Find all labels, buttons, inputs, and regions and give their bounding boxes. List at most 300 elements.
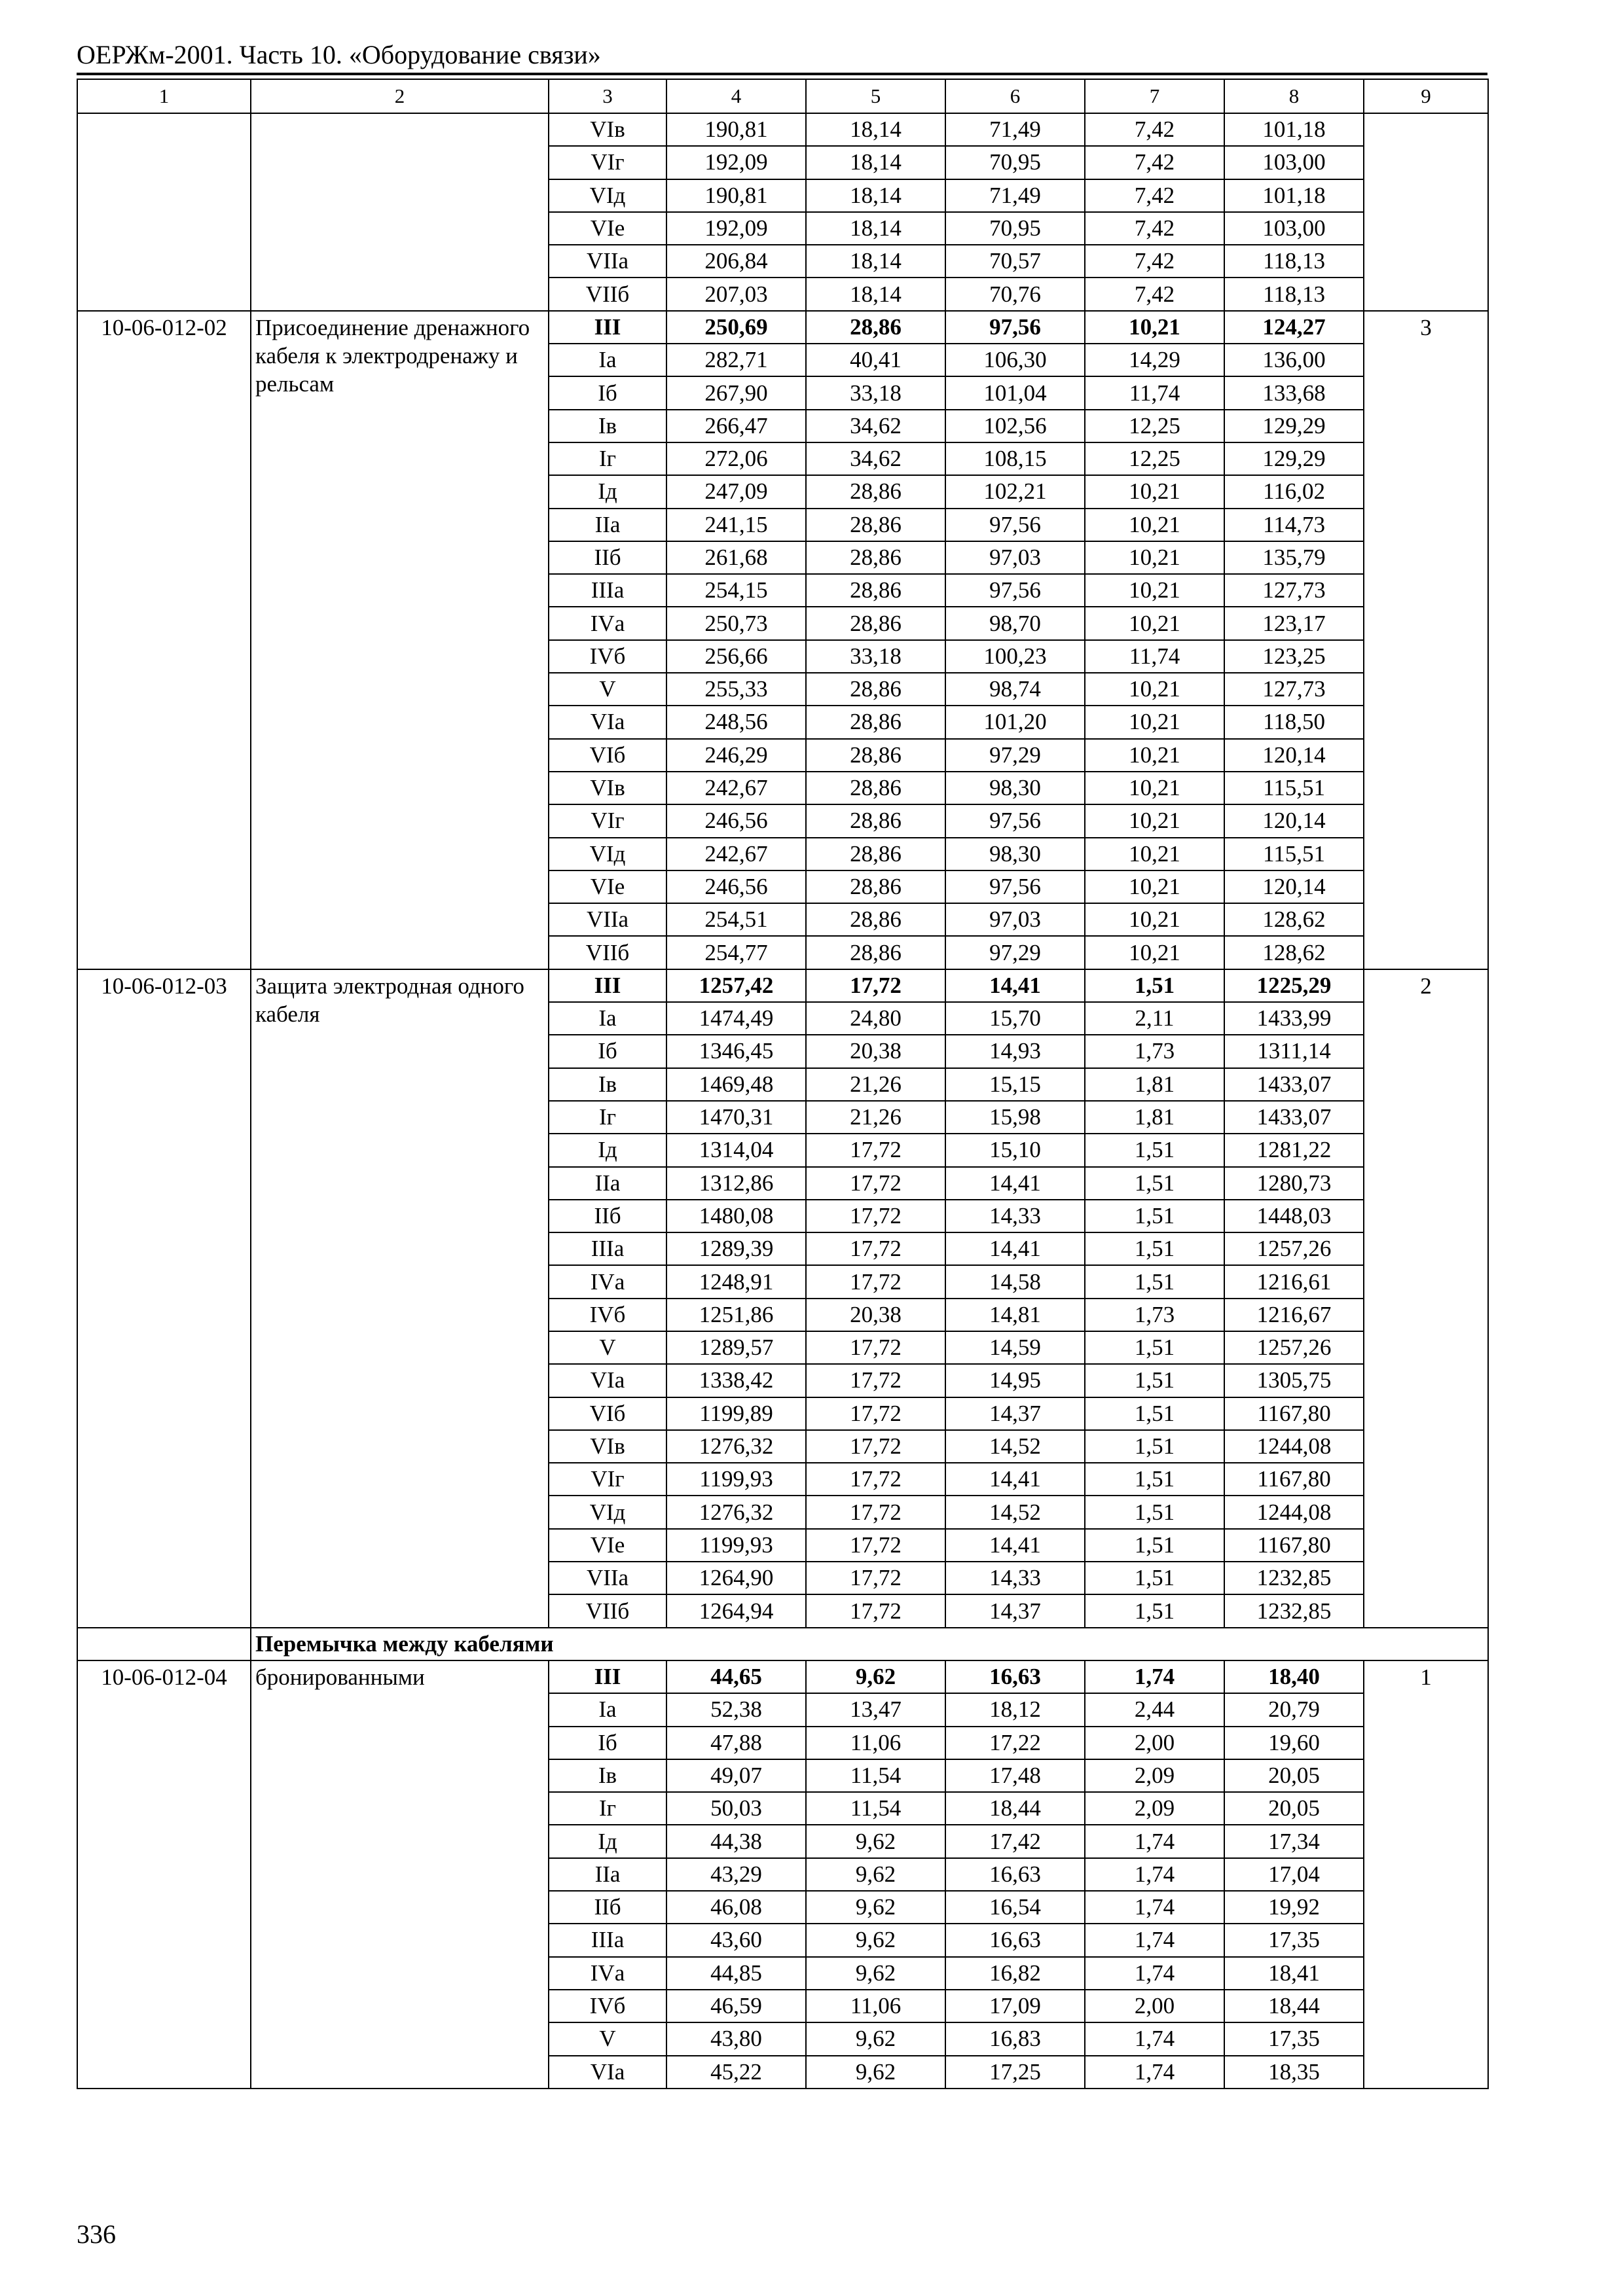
operator-wage-cell: 14,29 xyxy=(1085,344,1224,376)
operator-wage-cell: 1,51 xyxy=(1085,1529,1224,1562)
materials-cost-cell: 129,29 xyxy=(1224,410,1364,442)
labor-cost-cell: 18,14 xyxy=(806,245,945,278)
machine-cost-cell: 98,74 xyxy=(945,673,1085,706)
region-cell: Iб xyxy=(549,1035,666,1067)
labor-cost-cell: 9,62 xyxy=(806,2022,945,2055)
materials-cost-cell: 120,14 xyxy=(1224,804,1364,837)
materials-cost-cell: 1167,80 xyxy=(1224,1463,1364,1496)
materials-cost-cell: 19,92 xyxy=(1224,1891,1364,1924)
code-cell: 10-06-012-02 xyxy=(77,311,251,969)
region-cell: IIб xyxy=(549,1200,666,1232)
operator-wage-cell: 10,21 xyxy=(1085,706,1224,738)
total-cost-cell: 1276,32 xyxy=(666,1496,806,1528)
machine-cost-cell: 17,09 xyxy=(945,1990,1085,2022)
col9-cell: 1 xyxy=(1364,1660,1488,2089)
region-cell: III xyxy=(549,969,666,1002)
total-cost-cell: 1289,57 xyxy=(666,1331,806,1364)
region-cell: VIIа xyxy=(549,245,666,278)
region-cell: IVа xyxy=(549,1957,666,1990)
region-cell: VIв xyxy=(549,1430,666,1463)
labor-cost-cell: 28,86 xyxy=(806,311,945,344)
labor-cost-cell: 17,72 xyxy=(806,1167,945,1200)
region-cell: IVб xyxy=(549,1990,666,2022)
labor-cost-cell: 17,72 xyxy=(806,1496,945,1528)
region-cell: VIв xyxy=(549,772,666,804)
machine-cost-cell: 16,83 xyxy=(945,2022,1085,2055)
col9-cell: 3 xyxy=(1364,311,1488,969)
operator-wage-cell: 1,81 xyxy=(1085,1068,1224,1101)
total-cost-cell: 43,80 xyxy=(666,2022,806,2055)
labor-cost-cell: 28,86 xyxy=(806,739,945,772)
labor-cost-cell: 11,54 xyxy=(806,1759,945,1792)
column-number-cell: 4 xyxy=(666,79,806,113)
operator-wage-cell: 10,21 xyxy=(1085,607,1224,639)
region-cell: V xyxy=(549,1331,666,1364)
materials-cost-cell: 1433,07 xyxy=(1224,1101,1364,1134)
labor-cost-cell: 17,72 xyxy=(806,1397,945,1430)
region-cell: IVа xyxy=(549,1265,666,1298)
operator-wage-cell: 11,74 xyxy=(1085,640,1224,673)
materials-cost-cell: 103,00 xyxy=(1224,212,1364,245)
table-row xyxy=(77,1660,1488,1693)
operator-wage-cell: 10,21 xyxy=(1085,903,1224,936)
machine-cost-cell: 101,20 xyxy=(945,706,1085,738)
machine-cost-cell: 14,81 xyxy=(945,1299,1085,1331)
operator-wage-cell: 1,51 xyxy=(1085,1167,1224,1200)
total-cost-cell: 50,03 xyxy=(666,1792,806,1825)
materials-cost-cell: 115,51 xyxy=(1224,772,1364,804)
materials-cost-cell: 1216,61 xyxy=(1224,1265,1364,1298)
region-cell: IIб xyxy=(549,541,666,574)
operator-wage-cell: 10,21 xyxy=(1085,838,1224,870)
materials-cost-cell: 1232,85 xyxy=(1224,1562,1364,1594)
machine-cost-cell: 14,59 xyxy=(945,1331,1085,1364)
labor-cost-cell: 21,26 xyxy=(806,1101,945,1134)
table-row xyxy=(77,969,1488,1002)
operator-wage-cell: 10,21 xyxy=(1085,739,1224,772)
labor-cost-cell: 9,62 xyxy=(806,1957,945,1990)
region-cell: IIб xyxy=(549,1891,666,1924)
labor-cost-cell: 17,72 xyxy=(806,1430,945,1463)
labor-cost-cell: 18,14 xyxy=(806,146,945,179)
region-cell: Iв xyxy=(549,1068,666,1101)
machine-cost-cell: 18,12 xyxy=(945,1693,1085,1726)
region-cell: Iа xyxy=(549,1693,666,1726)
region-cell: VIв xyxy=(549,113,666,146)
labor-cost-cell: 18,14 xyxy=(806,278,945,310)
region-cell: III xyxy=(549,311,666,344)
operator-wage-cell: 1,51 xyxy=(1085,1430,1224,1463)
total-cost-cell: 46,08 xyxy=(666,1891,806,1924)
materials-cost-cell: 120,14 xyxy=(1224,739,1364,772)
region-cell: VIб xyxy=(549,1397,666,1430)
materials-cost-cell: 118,13 xyxy=(1224,245,1364,278)
machine-cost-cell: 97,29 xyxy=(945,936,1085,969)
total-cost-cell: 254,77 xyxy=(666,936,806,969)
machine-cost-cell: 70,95 xyxy=(945,212,1085,245)
operator-wage-cell: 12,25 xyxy=(1085,410,1224,442)
total-cost-cell: 1346,45 xyxy=(666,1035,806,1067)
operator-wage-cell: 1,51 xyxy=(1085,1134,1224,1166)
region-cell: V xyxy=(549,2022,666,2055)
total-cost-cell: 1480,08 xyxy=(666,1200,806,1232)
machine-cost-cell: 14,58 xyxy=(945,1265,1085,1298)
region-cell: IIIа xyxy=(549,574,666,607)
machine-cost-cell: 16,63 xyxy=(945,1858,1085,1891)
region-cell: IIIа xyxy=(549,1232,666,1265)
machine-cost-cell: 70,95 xyxy=(945,146,1085,179)
column-number-cell: 3 xyxy=(549,79,666,113)
materials-cost-cell: 18,40 xyxy=(1224,1660,1364,1693)
section-heading-row xyxy=(77,1628,1488,1660)
machine-cost-cell: 15,10 xyxy=(945,1134,1085,1166)
machine-cost-cell: 14,41 xyxy=(945,1232,1085,1265)
machine-cost-cell: 16,63 xyxy=(945,1924,1085,1956)
labor-cost-cell: 28,86 xyxy=(806,804,945,837)
region-cell: VIа xyxy=(549,1364,666,1397)
operator-wage-cell: 1,74 xyxy=(1085,1957,1224,1990)
total-cost-cell: 206,84 xyxy=(666,245,806,278)
materials-cost-cell: 101,18 xyxy=(1224,113,1364,146)
total-cost-cell: 242,67 xyxy=(666,772,806,804)
total-cost-cell: 44,85 xyxy=(666,1957,806,1990)
total-cost-cell: 192,09 xyxy=(666,212,806,245)
labor-cost-cell: 34,62 xyxy=(806,442,945,475)
labor-cost-cell: 13,47 xyxy=(806,1693,945,1726)
region-cell: VIд xyxy=(549,838,666,870)
labor-cost-cell: 17,72 xyxy=(806,1562,945,1594)
machine-cost-cell: 97,56 xyxy=(945,574,1085,607)
total-cost-cell: 256,66 xyxy=(666,640,806,673)
code-cell: 10-06-012-04 xyxy=(77,1660,251,2089)
total-cost-cell: 47,88 xyxy=(666,1727,806,1759)
operator-wage-cell: 10,21 xyxy=(1085,311,1224,344)
labor-cost-cell: 28,86 xyxy=(806,475,945,508)
materials-cost-cell: 118,50 xyxy=(1224,706,1364,738)
region-cell: VIе xyxy=(549,1529,666,1562)
materials-cost-cell: 1167,80 xyxy=(1224,1397,1364,1430)
table-row xyxy=(77,113,1488,146)
materials-cost-cell: 1281,22 xyxy=(1224,1134,1364,1166)
labor-cost-cell: 17,72 xyxy=(806,1529,945,1562)
total-cost-cell: 1474,49 xyxy=(666,1002,806,1035)
column-number-row xyxy=(77,79,1488,113)
materials-cost-cell: 1257,26 xyxy=(1224,1232,1364,1265)
operator-wage-cell: 1,74 xyxy=(1085,2056,1224,2089)
total-cost-cell: 1469,48 xyxy=(666,1068,806,1101)
machine-cost-cell: 14,37 xyxy=(945,1397,1085,1430)
materials-cost-cell: 1448,03 xyxy=(1224,1200,1364,1232)
labor-cost-cell: 17,72 xyxy=(806,1331,945,1364)
header-rule xyxy=(77,73,1487,75)
labor-cost-cell: 9,62 xyxy=(806,1660,945,1693)
operator-wage-cell: 2,11 xyxy=(1085,1002,1224,1035)
materials-cost-cell: 1216,67 xyxy=(1224,1299,1364,1331)
region-cell: IIа xyxy=(549,509,666,541)
materials-cost-cell: 18,35 xyxy=(1224,2056,1364,2089)
labor-cost-cell: 9,62 xyxy=(806,1858,945,1891)
page-number: 336 xyxy=(77,2219,116,2249)
region-cell: VIIа xyxy=(549,903,666,936)
machine-cost-cell: 97,03 xyxy=(945,903,1085,936)
materials-cost-cell: 1167,80 xyxy=(1224,1529,1364,1562)
materials-cost-cell: 127,73 xyxy=(1224,673,1364,706)
machine-cost-cell: 98,30 xyxy=(945,772,1085,804)
labor-cost-cell: 17,72 xyxy=(806,1200,945,1232)
materials-cost-cell: 1311,14 xyxy=(1224,1035,1364,1067)
operator-wage-cell: 10,21 xyxy=(1085,673,1224,706)
total-cost-cell: 43,29 xyxy=(666,1858,806,1891)
operator-wage-cell: 12,25 xyxy=(1085,442,1224,475)
materials-cost-cell: 1225,29 xyxy=(1224,969,1364,1002)
machine-cost-cell: 14,41 xyxy=(945,1463,1085,1496)
labor-cost-cell: 33,18 xyxy=(806,640,945,673)
region-cell: Iг xyxy=(549,442,666,475)
machine-cost-cell: 18,44 xyxy=(945,1792,1085,1825)
operator-wage-cell: 1,51 xyxy=(1085,1594,1224,1627)
machine-cost-cell: 97,29 xyxy=(945,739,1085,772)
total-cost-cell: 1470,31 xyxy=(666,1101,806,1134)
machine-cost-cell: 97,56 xyxy=(945,870,1085,903)
materials-cost-cell: 114,73 xyxy=(1224,509,1364,541)
labor-cost-cell: 11,06 xyxy=(806,1990,945,2022)
labor-cost-cell: 17,72 xyxy=(806,1232,945,1265)
materials-cost-cell: 103,00 xyxy=(1224,146,1364,179)
region-cell: Iб xyxy=(549,1727,666,1759)
operator-wage-cell: 1,74 xyxy=(1085,1891,1224,1924)
column-number-cell: 6 xyxy=(945,79,1085,113)
region-cell: V xyxy=(549,673,666,706)
code-cell: 10-06-012-03 xyxy=(77,969,251,1628)
operator-wage-cell: 1,74 xyxy=(1085,1924,1224,1956)
labor-cost-cell: 28,86 xyxy=(806,541,945,574)
machine-cost-cell: 14,93 xyxy=(945,1035,1085,1067)
machine-cost-cell: 16,54 xyxy=(945,1891,1085,1924)
labor-cost-cell: 20,38 xyxy=(806,1299,945,1331)
labor-cost-cell: 40,41 xyxy=(806,344,945,376)
column-number-cell: 2 xyxy=(251,79,549,113)
operator-wage-cell: 1,51 xyxy=(1085,1463,1224,1496)
region-cell: Iд xyxy=(549,1134,666,1166)
materials-cost-cell: 1257,26 xyxy=(1224,1331,1364,1364)
operator-wage-cell: 1,51 xyxy=(1085,1562,1224,1594)
operator-wage-cell: 1,51 xyxy=(1085,1331,1224,1364)
total-cost-cell: 241,15 xyxy=(666,509,806,541)
region-cell: Iв xyxy=(549,1759,666,1792)
materials-cost-cell: 1305,75 xyxy=(1224,1364,1364,1397)
operator-wage-cell: 1,51 xyxy=(1085,1200,1224,1232)
region-cell: IVб xyxy=(549,1299,666,1331)
region-cell: Iб xyxy=(549,376,666,409)
labor-cost-cell: 28,86 xyxy=(806,936,945,969)
total-cost-cell: 1251,86 xyxy=(666,1299,806,1331)
operator-wage-cell: 1,51 xyxy=(1085,969,1224,1002)
description-cell: Присоединение дренажного кабеля к электродренажу и рельсам xyxy=(251,311,549,969)
column-number-cell: 5 xyxy=(806,79,945,113)
rates-table xyxy=(77,79,1489,2089)
labor-cost-cell: 17,72 xyxy=(806,1265,945,1298)
total-cost-cell: 1338,42 xyxy=(666,1364,806,1397)
total-cost-cell: 250,73 xyxy=(666,607,806,639)
materials-cost-cell: 1433,07 xyxy=(1224,1068,1364,1101)
operator-wage-cell: 2,00 xyxy=(1085,1727,1224,1759)
labor-cost-cell: 9,62 xyxy=(806,1891,945,1924)
column-number-cell: 8 xyxy=(1224,79,1364,113)
operator-wage-cell: 1,74 xyxy=(1085,1660,1224,1693)
operator-wage-cell: 1,73 xyxy=(1085,1299,1224,1331)
operator-wage-cell: 10,21 xyxy=(1085,804,1224,837)
operator-wage-cell: 1,51 xyxy=(1085,1364,1224,1397)
operator-wage-cell: 2,09 xyxy=(1085,1759,1224,1792)
machine-cost-cell: 16,63 xyxy=(945,1660,1085,1693)
materials-cost-cell: 1244,08 xyxy=(1224,1496,1364,1528)
operator-wage-cell: 10,21 xyxy=(1085,870,1224,903)
materials-cost-cell: 1433,99 xyxy=(1224,1002,1364,1035)
labor-cost-cell: 28,86 xyxy=(806,772,945,804)
machine-cost-cell: 17,25 xyxy=(945,2056,1085,2089)
machine-cost-cell: 98,70 xyxy=(945,607,1085,639)
total-cost-cell: 267,90 xyxy=(666,376,806,409)
total-cost-cell: 1199,93 xyxy=(666,1463,806,1496)
total-cost-cell: 261,68 xyxy=(666,541,806,574)
machine-cost-cell: 14,52 xyxy=(945,1496,1085,1528)
labor-cost-cell: 17,72 xyxy=(806,1594,945,1627)
description-cell: бронированными xyxy=(251,1660,549,2089)
total-cost-cell: 255,33 xyxy=(666,673,806,706)
total-cost-cell: 1289,39 xyxy=(666,1232,806,1265)
region-cell: VIд xyxy=(549,1496,666,1528)
region-cell: VIг xyxy=(549,1463,666,1496)
operator-wage-cell: 2,44 xyxy=(1085,1693,1224,1726)
description-cell: Защита электродная одного кабеля xyxy=(251,969,549,1628)
total-cost-cell: 1276,32 xyxy=(666,1430,806,1463)
total-cost-cell: 190,81 xyxy=(666,113,806,146)
region-cell: IIIа xyxy=(549,1924,666,1956)
machine-cost-cell: 97,56 xyxy=(945,804,1085,837)
col9-cell xyxy=(1364,113,1488,311)
materials-cost-cell: 128,62 xyxy=(1224,936,1364,969)
labor-cost-cell: 28,86 xyxy=(806,903,945,936)
machine-cost-cell: 97,56 xyxy=(945,509,1085,541)
operator-wage-cell: 7,42 xyxy=(1085,146,1224,179)
labor-cost-cell: 11,54 xyxy=(806,1792,945,1825)
labor-cost-cell: 28,86 xyxy=(806,870,945,903)
machine-cost-cell: 98,30 xyxy=(945,838,1085,870)
materials-cost-cell: 115,51 xyxy=(1224,838,1364,870)
machine-cost-cell: 14,33 xyxy=(945,1562,1085,1594)
operator-wage-cell: 7,42 xyxy=(1085,278,1224,310)
labor-cost-cell: 17,72 xyxy=(806,969,945,1002)
code-cell xyxy=(77,113,251,311)
machine-cost-cell: 97,56 xyxy=(945,311,1085,344)
operator-wage-cell: 7,42 xyxy=(1085,179,1224,212)
machine-cost-cell: 108,15 xyxy=(945,442,1085,475)
materials-cost-cell: 124,27 xyxy=(1224,311,1364,344)
labor-cost-cell: 18,14 xyxy=(806,179,945,212)
total-cost-cell: 254,15 xyxy=(666,574,806,607)
machine-cost-cell: 14,33 xyxy=(945,1200,1085,1232)
machine-cost-cell: 14,95 xyxy=(945,1364,1085,1397)
total-cost-cell: 190,81 xyxy=(666,179,806,212)
labor-cost-cell: 20,38 xyxy=(806,1035,945,1067)
region-cell: Iг xyxy=(549,1792,666,1825)
total-cost-cell: 250,69 xyxy=(666,311,806,344)
operator-wage-cell: 1,51 xyxy=(1085,1265,1224,1298)
column-number-cell: 9 xyxy=(1364,79,1488,113)
region-cell: VIг xyxy=(549,146,666,179)
machine-cost-cell: 14,41 xyxy=(945,1529,1085,1562)
materials-cost-cell: 133,68 xyxy=(1224,376,1364,409)
description-cell xyxy=(251,113,549,311)
machine-cost-cell: 17,48 xyxy=(945,1759,1085,1792)
materials-cost-cell: 18,44 xyxy=(1224,1990,1364,2022)
region-cell: IVа xyxy=(549,607,666,639)
region-cell: Iд xyxy=(549,1825,666,1857)
labor-cost-cell: 24,80 xyxy=(806,1002,945,1035)
total-cost-cell: 44,38 xyxy=(666,1825,806,1857)
column-number-cell: 7 xyxy=(1085,79,1224,113)
region-cell: IIа xyxy=(549,1167,666,1200)
operator-wage-cell: 7,42 xyxy=(1085,113,1224,146)
operator-wage-cell: 1,51 xyxy=(1085,1232,1224,1265)
materials-cost-cell: 1232,85 xyxy=(1224,1594,1364,1627)
labor-cost-cell: 21,26 xyxy=(806,1068,945,1101)
machine-cost-cell: 71,49 xyxy=(945,113,1085,146)
operator-wage-cell: 2,00 xyxy=(1085,1990,1224,2022)
table-row xyxy=(77,311,1488,344)
operator-wage-cell: 10,21 xyxy=(1085,475,1224,508)
total-cost-cell: 246,29 xyxy=(666,739,806,772)
total-cost-cell: 43,60 xyxy=(666,1924,806,1956)
total-cost-cell: 46,59 xyxy=(666,1990,806,2022)
region-cell: VIIб xyxy=(549,1594,666,1627)
machine-cost-cell: 14,52 xyxy=(945,1430,1085,1463)
machine-cost-cell: 17,22 xyxy=(945,1727,1085,1759)
machine-cost-cell: 16,82 xyxy=(945,1957,1085,1990)
machine-cost-cell: 15,15 xyxy=(945,1068,1085,1101)
region-cell: VIб xyxy=(549,739,666,772)
machine-cost-cell: 102,21 xyxy=(945,475,1085,508)
operator-wage-cell: 1,74 xyxy=(1085,1825,1224,1857)
machine-cost-cell: 17,42 xyxy=(945,1825,1085,1857)
operator-wage-cell: 1,51 xyxy=(1085,1496,1224,1528)
total-cost-cell: 207,03 xyxy=(666,278,806,310)
operator-wage-cell: 10,21 xyxy=(1085,509,1224,541)
total-cost-cell: 242,67 xyxy=(666,838,806,870)
region-cell: VIг xyxy=(549,804,666,837)
materials-cost-cell: 19,60 xyxy=(1224,1727,1364,1759)
total-cost-cell: 246,56 xyxy=(666,804,806,837)
total-cost-cell: 248,56 xyxy=(666,706,806,738)
region-cell: VIIа xyxy=(549,1562,666,1594)
machine-cost-cell: 100,23 xyxy=(945,640,1085,673)
materials-cost-cell: 20,05 xyxy=(1224,1792,1364,1825)
region-cell: Iа xyxy=(549,1002,666,1035)
labor-cost-cell: 18,14 xyxy=(806,113,945,146)
region-cell: III xyxy=(549,1660,666,1693)
labor-cost-cell: 11,06 xyxy=(806,1727,945,1759)
machine-cost-cell: 102,56 xyxy=(945,410,1085,442)
region-cell: VIа xyxy=(549,2056,666,2089)
operator-wage-cell: 10,21 xyxy=(1085,772,1224,804)
total-cost-cell: 1248,91 xyxy=(666,1265,806,1298)
labor-cost-cell: 33,18 xyxy=(806,376,945,409)
materials-cost-cell: 127,73 xyxy=(1224,574,1364,607)
total-cost-cell: 247,09 xyxy=(666,475,806,508)
machine-cost-cell: 14,41 xyxy=(945,969,1085,1002)
total-cost-cell: 272,06 xyxy=(666,442,806,475)
machine-cost-cell: 106,30 xyxy=(945,344,1085,376)
